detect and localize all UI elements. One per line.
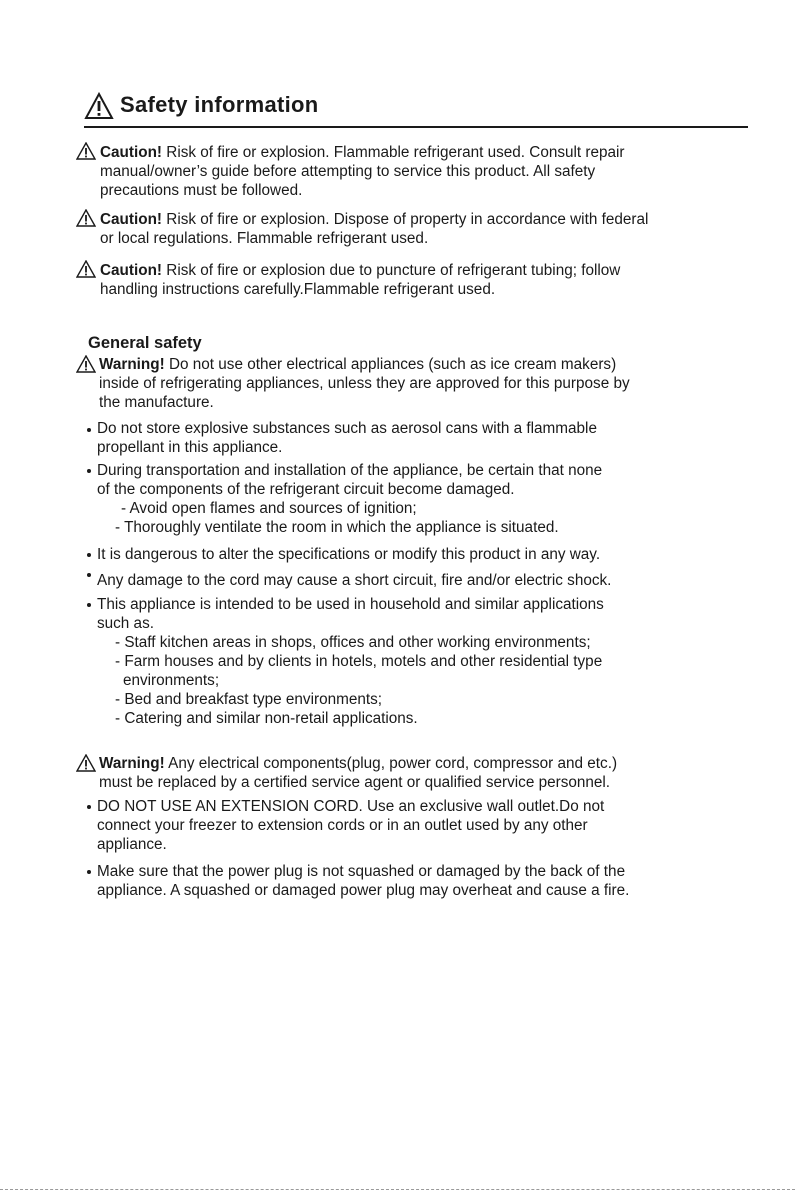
warning-block: Warning! Do not use other electrical appliances (such as ice cream makers) inside of refrigerating appliances, unless they are approved for this purpose by the manufacture.	[99, 356, 630, 411]
caution-label: Caution!	[100, 144, 163, 161]
caution-block: Caution! Risk of fire or explosion. Flammable refrigerant used. Consult repair manual/owner’s guide before attempting to service this product. All safety precautions must be followed.	[100, 144, 625, 199]
page-title: Safety information	[120, 92, 319, 117]
warning-triangle-icon	[76, 209, 96, 227]
bullet-icon	[87, 573, 91, 577]
warning-triangle-icon	[76, 754, 96, 772]
bullet-icon	[87, 428, 91, 432]
warning-triangle-icon	[76, 355, 96, 373]
page-bottom-edge	[0, 1189, 795, 1190]
warning-triangle-icon	[76, 260, 96, 278]
list-item: Any damage to the cord may cause a short circuit, fire and/or electric shock.	[97, 572, 612, 589]
bullet-icon	[87, 805, 91, 809]
warning-label: Warning!	[99, 755, 165, 772]
bullet-icon	[87, 603, 91, 607]
caution-block: Caution! Risk of fire or explosion. Dispose of property in accordance with federal or local regulations. Flammable refrigerant used.	[100, 211, 649, 247]
section-header	[84, 88, 748, 128]
list-item: Make sure that the power plug is not squashed or damaged by the back of the appliance. A squashed or damaged power plug may overheat and cause a fire.	[97, 863, 630, 899]
warning-label: Warning!	[99, 356, 165, 373]
caution-block: Caution! Risk of fire or explosion due to puncture of refrigerant tubing; follow handling instructions carefully.Flammable refrigerant used.	[100, 262, 621, 298]
list-item: It is dangerous to alter the specifications or modify this product in any way.	[97, 546, 601, 563]
warning-block: Warning! Any electrical components(plug, power cord, compressor and etc.) must be replaced by a certified service agent or qualified service personnel.	[99, 755, 618, 791]
caution-label: Caution!	[100, 262, 163, 279]
list-item: During transportation and installation of the appliance, be certain that none of the components of the refrigerant circuit become damaged. - Avoid open flames and sources of ignition; - Thoroughly ventilate the room in which the appliance is situated.	[97, 462, 603, 536]
warning-triangle-icon	[76, 142, 96, 160]
list-item: DO NOT USE AN EXTENSION CORD. Use an exclusive wall outlet.Do not connect your freezer to extension cords or in an outlet used by any other appliance.	[97, 798, 605, 853]
bullet-icon	[87, 553, 91, 557]
bullet-icon	[87, 870, 91, 874]
list-item: Do not store explosive substances such as aerosol cans with a flammable propellant in this appliance.	[97, 420, 597, 456]
caution-label: Caution!	[100, 211, 163, 228]
warning-triangle-icon	[84, 92, 114, 120]
list-item: This appliance is intended to be used in household and similar applications such as. - Staff kitchen areas in shops, offices and other working environments; - Farm houses and by clients in hotels, motels and other residential type environments; - Bed and breakfast type environments; - Catering and similar non-retail applications.	[97, 596, 604, 727]
bullet-icon	[87, 469, 91, 473]
general-safety-heading: General safety	[88, 334, 202, 352]
